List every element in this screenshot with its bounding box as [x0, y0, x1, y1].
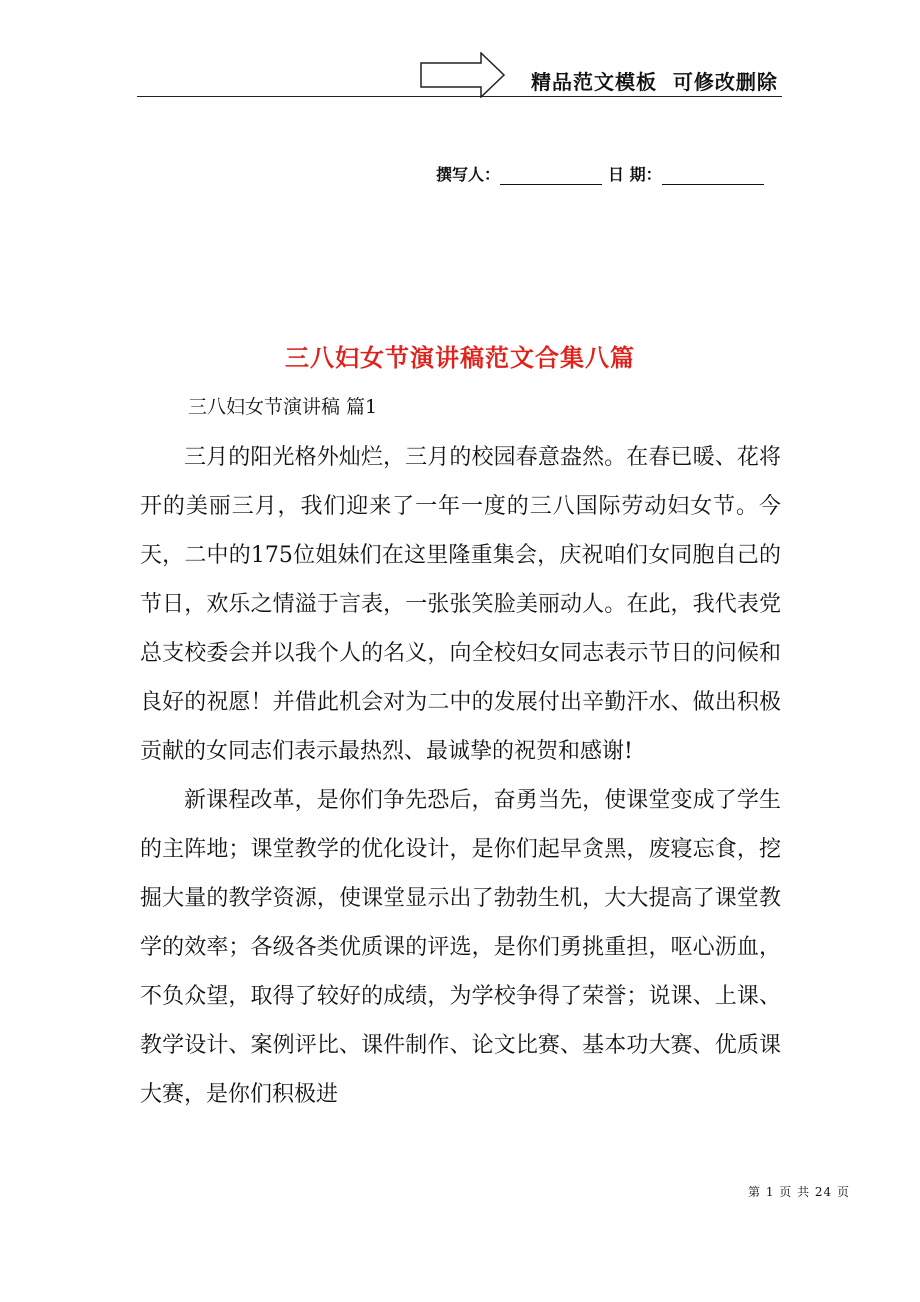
- paragraph: 新课程改革，是你们争先恐后，奋勇当先，使课堂变成了学生的主阵地；课堂教学的优化设计，是你们起早贪黑，废寝忘食，挖掘大量的教学资源，使课堂显示出了勃勃生机，大大提高了课堂教学的效率；各级各类优质课的评选，是你们勇挑重担，呕心沥血，不负众望，取得了较好的成绩，为学校争得了荣誉；说课、上课、教学设计、案例评比、课件制作、论文比赛、基本功大赛、优质课大赛，是你们积极进: [140, 788, 781, 1107]
- date-label: 日 期：: [608, 165, 662, 184]
- document-body: [140, 433, 781, 1119]
- document-subtitle: 三八妇女节演讲稿 篇1: [188, 396, 378, 418]
- signature-line: [436, 162, 770, 185]
- author-blank: [500, 166, 602, 185]
- author-label: 撰写人：: [436, 165, 501, 184]
- page-number: 第 1 页 共 24 页: [748, 1185, 850, 1199]
- arrow-icon: [420, 52, 506, 98]
- header-divider: [137, 96, 782, 97]
- document-title: 三八妇女节演讲稿范文合集八篇: [285, 343, 635, 372]
- date-blank: [662, 166, 764, 185]
- header-tagline: 精品范文模板 可修改删除: [531, 70, 778, 94]
- paragraph: 三月的阳光格外灿烂，三月的校园春意盎然。在春已暖、花将开的美丽三月，我们迎来了一年一度的三八国际劳动妇女节。今天，二中的175位姐妹们在这里隆重集会，庆祝咱们女同胞自己的节日，欢乐之情溢于言表，一张张笑脸美丽动人。在此，我代表党总支校委会并以我个人的名义，向全校妇女同志表示节日的问候和良好的祝愿！并借此机会对为二中的发展付出辛勤汗水、做出积极贡献的女同志们表示最热烈、最诚挚的祝贺和感谢!: [140, 445, 781, 764]
